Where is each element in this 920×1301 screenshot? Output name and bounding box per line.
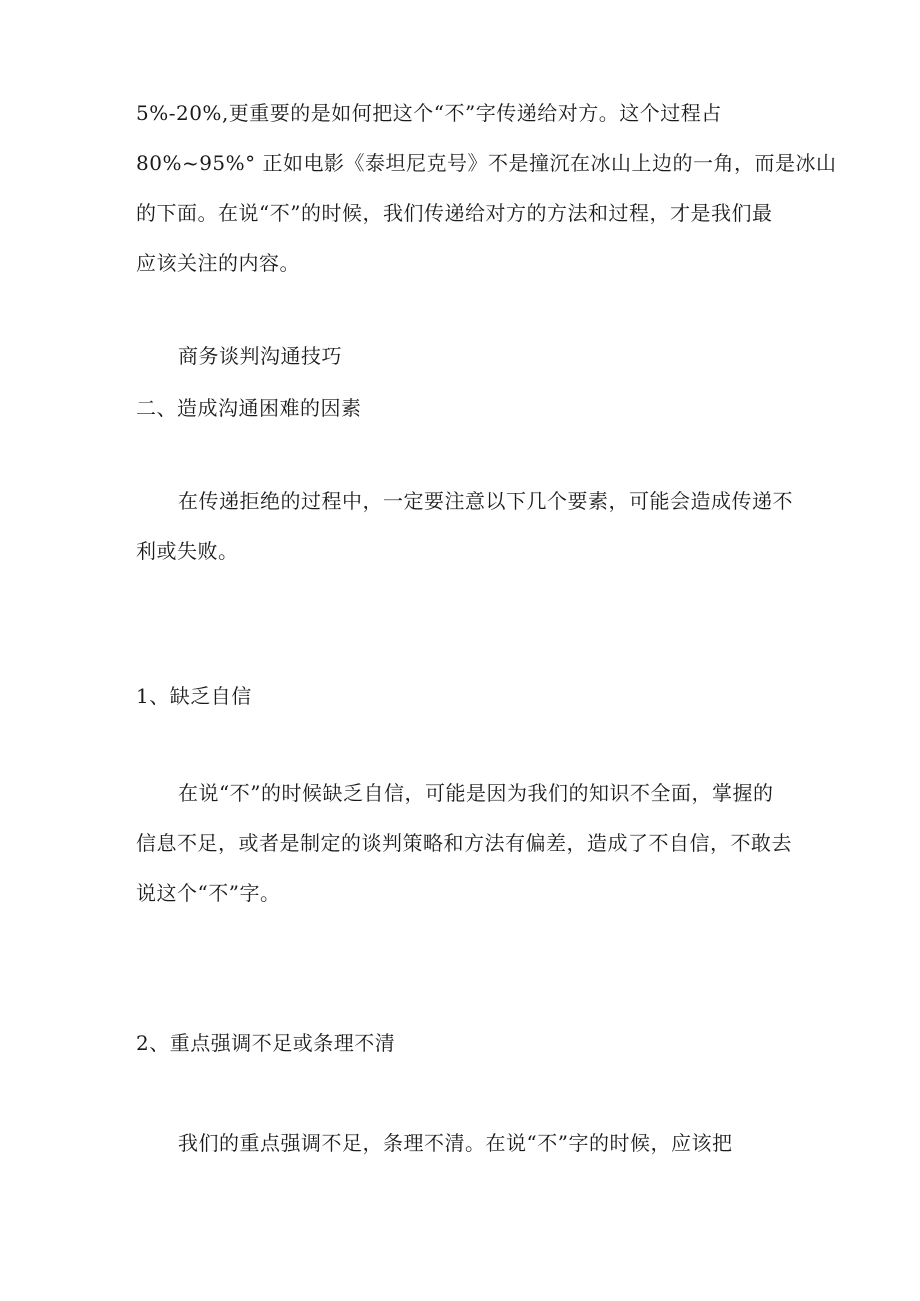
intro-line-3: 的下面。在说“不”的时候，我们传递给对方的方法和过程，才是我们最 [136, 201, 773, 225]
intro-line-2: 80%~95%° 正如电影《泰坦尼克号》不是撞沉在冰山上边的一角，而是冰山 [136, 151, 837, 175]
item1-line-2: 信息不足，或者是制定的谈判策略和方法有偏差，造成了不自信，不敢去 [136, 831, 792, 855]
intro-line-4: 应该关注的内容。 [136, 251, 300, 275]
item1-heading: 1、缺乏自信 [136, 684, 252, 708]
item1-line-1: 在说“不”的时候缺乏自信，可能是因为我们的知识不全面，掌握的 [178, 781, 774, 805]
section-intro-line-1: 在传递拒绝的过程中，一定要注意以下几个要素，可能会造成传递不 [178, 489, 793, 513]
item2-heading: 2、重点强调不足或条理不清 [136, 1031, 396, 1055]
section-intro-line-2: 利或失败。 [136, 539, 239, 563]
intro-line-1: 5%-20%,更重要的是如何把这个“不”字传递给对方。这个过程占 [136, 101, 722, 125]
subtitle: 商务谈判沟通技巧 [178, 344, 342, 368]
item1-line-3: 说这个“不”字。 [136, 881, 281, 905]
section-heading: 二、造成沟通困难的因素 [136, 396, 362, 420]
item2-line-1: 我们的重点强调不足，条理不清。在说“不”字的时候，应该把 [178, 1131, 733, 1155]
